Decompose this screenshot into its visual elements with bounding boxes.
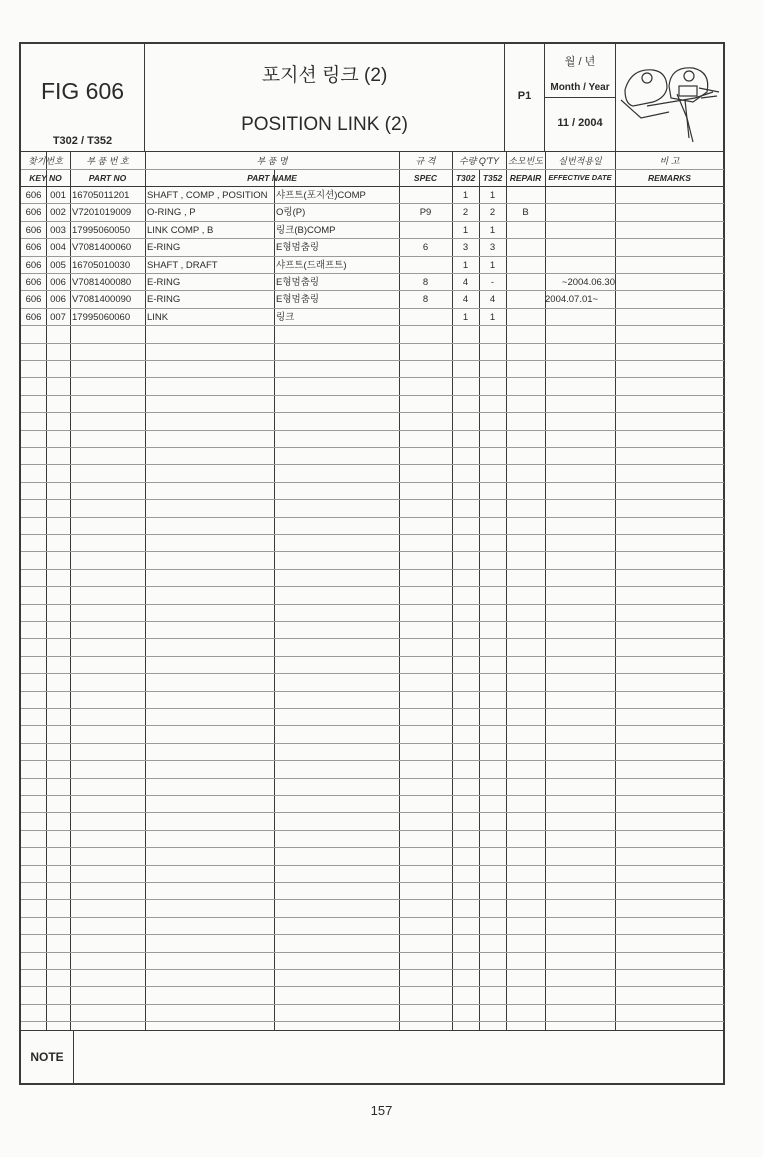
cell-fig: 606: [25, 242, 42, 253]
cell-spec: 8: [422, 277, 429, 288]
cell-t302: 1: [462, 312, 469, 323]
cell-name-kr: 링크(B)COMP: [276, 225, 336, 236]
cell-name-en: E-RING: [147, 294, 181, 305]
row-rule: [21, 986, 724, 987]
row-rule: [21, 517, 724, 518]
cell-key: 007: [50, 312, 66, 323]
cell-spec: 8: [422, 294, 429, 305]
header-remarks-kr: 비 고: [659, 156, 680, 166]
row-rule: [21, 534, 724, 535]
header-spec-kr: 규 격: [415, 156, 436, 166]
cell-fig: 606: [25, 312, 42, 323]
cell-t302: 1: [462, 190, 469, 201]
cell-name-kr: E형멈춤링: [276, 277, 320, 288]
cell-spec: 6: [422, 242, 429, 253]
row-rule: [21, 343, 724, 344]
cell-part-no: V7081400060: [72, 242, 132, 253]
row-rule: [21, 830, 724, 831]
row-rule: [21, 760, 724, 761]
title-korean: 포지션 링크 (2): [261, 65, 388, 86]
cell-fig: 606: [25, 260, 42, 271]
row-rule: [21, 934, 724, 935]
cell-key: 006: [50, 277, 66, 288]
header-qty-t352: T352: [482, 173, 503, 183]
cell-t302: 2: [462, 207, 469, 218]
header-remarks-en: REMARKS: [648, 173, 691, 183]
cell-t302: 3: [462, 242, 469, 253]
cell-t352: 4: [489, 294, 496, 305]
cell-part-no: V7201019009: [72, 207, 132, 218]
date-label-english: Month / Year: [550, 82, 610, 93]
row-rule: [21, 708, 724, 709]
row-rule: [21, 778, 724, 779]
header-partname-en: PART NAME: [247, 173, 297, 183]
page-number: 157: [370, 1103, 393, 1118]
cell-eff: 2004.07.01~: [545, 294, 599, 305]
cell-name-en: E-RING: [147, 242, 181, 253]
cell-key: 006: [50, 294, 66, 305]
figure-number: FIG 606: [40, 78, 125, 104]
page-code: P1: [517, 90, 532, 102]
row-rule: [21, 865, 724, 866]
header-bottom-rule: [20, 151, 724, 152]
header-qty-kr: 수량 Q'TY: [458, 156, 500, 166]
cell-fig: 606: [25, 190, 42, 201]
cell-fig: 606: [25, 225, 42, 236]
row-rule: [21, 447, 724, 448]
row-rule: [21, 604, 724, 605]
cell-name-kr: 샤프트(포지션)COMP: [276, 190, 366, 201]
row-rule: [21, 377, 724, 378]
header-repair-en: REPAIR: [509, 173, 542, 183]
header-mid-rule: [21, 169, 724, 170]
cell-part-no: 17995060060: [72, 312, 131, 323]
cell-name-kr: 샤프트(드래프트): [276, 260, 347, 271]
row-rule: [21, 673, 724, 674]
cell-t352: 1: [489, 260, 496, 271]
row-rule: [21, 551, 724, 552]
cell-name-en: E-RING: [147, 277, 181, 288]
cell-name-kr: E형멈춤링: [276, 294, 320, 305]
row-rule: [21, 1021, 724, 1022]
row-rule: [21, 412, 724, 413]
cell-key: 001: [50, 190, 66, 201]
row-rule: [21, 499, 724, 500]
cell-t302: 1: [462, 260, 469, 271]
header-effective-en: EFFECTIVE DATE: [548, 173, 612, 182]
row-rule: [21, 638, 724, 639]
cell-key: 003: [50, 225, 66, 236]
cell-part-no: V7081400080: [72, 277, 132, 288]
cell-t352: 2: [489, 207, 496, 218]
row-rule: [21, 395, 724, 396]
cell-t352: -: [490, 277, 495, 288]
row-rule: [21, 743, 724, 744]
row-rule: [21, 621, 724, 622]
note-label: NOTE: [30, 1050, 64, 1064]
cell-name-en: SHAFT , COMP , POSITION: [147, 190, 268, 201]
row-rule: [21, 691, 724, 692]
header-partname-kr: 부 품 명: [256, 156, 288, 166]
header-partno-kr: 부 품 번 호: [86, 156, 129, 166]
date-divider: [544, 97, 615, 98]
header-key-en: KEY NO: [29, 173, 62, 183]
cell-key: 004: [50, 242, 66, 253]
cell-part-no: 17995060050: [72, 225, 131, 236]
row-rule: [21, 464, 724, 465]
row-rule: [21, 882, 724, 883]
cell-fig: 606: [25, 207, 42, 218]
cell-t352: 1: [489, 312, 496, 323]
cell-name-en: O-RING , P: [147, 207, 196, 218]
header-divider: [615, 43, 616, 151]
cell-key: 002: [50, 207, 66, 218]
date-label-korean: 월 / 년: [564, 56, 596, 68]
cell-part-no: 16705011201: [72, 190, 130, 201]
row-rule: [21, 482, 724, 483]
model-list: T302 / T352: [52, 135, 113, 147]
row-rule: [21, 812, 724, 813]
row-rule: [21, 430, 724, 431]
cell-name-kr: E형멈춤링: [276, 242, 320, 253]
cell-t302: 4: [462, 277, 469, 288]
cell-t352: 1: [489, 190, 496, 201]
cell-name-kr: O링(P): [276, 207, 306, 218]
note-divider: [73, 1030, 74, 1084]
row-rule: [21, 586, 724, 587]
row-rule: [21, 1004, 724, 1005]
row-rule: [21, 656, 724, 657]
row-rule: [21, 847, 724, 848]
row-rule: [21, 952, 724, 953]
row-rule: [21, 899, 724, 900]
cell-t302: 4: [462, 294, 469, 305]
cell-t352: 1: [489, 225, 496, 236]
date-value: 11 / 2004: [557, 117, 603, 129]
header-spec-en: SPEC: [413, 173, 438, 183]
header-repair-kr: 소모빈도: [508, 156, 543, 166]
cell-t352: 3: [489, 242, 496, 253]
cell-repair: B: [522, 207, 529, 218]
row-rule: [21, 917, 724, 918]
cell-part-no: 16705010030: [72, 260, 131, 271]
header-qty-t302: T302: [455, 173, 476, 183]
row-rule: [21, 569, 724, 570]
row-rule: [21, 969, 724, 970]
cell-spec: P9: [419, 207, 432, 218]
header-effective-kr: 실번적용일: [558, 156, 602, 166]
cell-name-en: LINK: [147, 312, 169, 323]
col-divider: [274, 169, 275, 1030]
row-rule: [21, 360, 724, 361]
cell-name-en: SHAFT , DRAFT: [147, 260, 218, 271]
cell-fig: 606: [25, 277, 42, 288]
cell-part-no: V7081400090: [72, 294, 132, 305]
cell-name-kr: 링크: [276, 312, 295, 323]
note-top-rule: [20, 1030, 724, 1031]
row-rule: [21, 725, 724, 726]
cell-fig: 606: [25, 294, 42, 305]
cell-t302: 1: [462, 225, 469, 236]
cell-eff: ~2004.06.30: [561, 277, 615, 288]
title-english: POSITION LINK (2): [241, 114, 408, 135]
header-partno-en: PART NO: [88, 173, 127, 183]
header-key-kr: 찾기번호: [28, 156, 63, 166]
position-link-illustration: [617, 50, 723, 145]
cell-key: 005: [50, 260, 66, 271]
row-rule: [21, 795, 724, 796]
cell-name-en: LINK COMP , B: [147, 225, 214, 236]
